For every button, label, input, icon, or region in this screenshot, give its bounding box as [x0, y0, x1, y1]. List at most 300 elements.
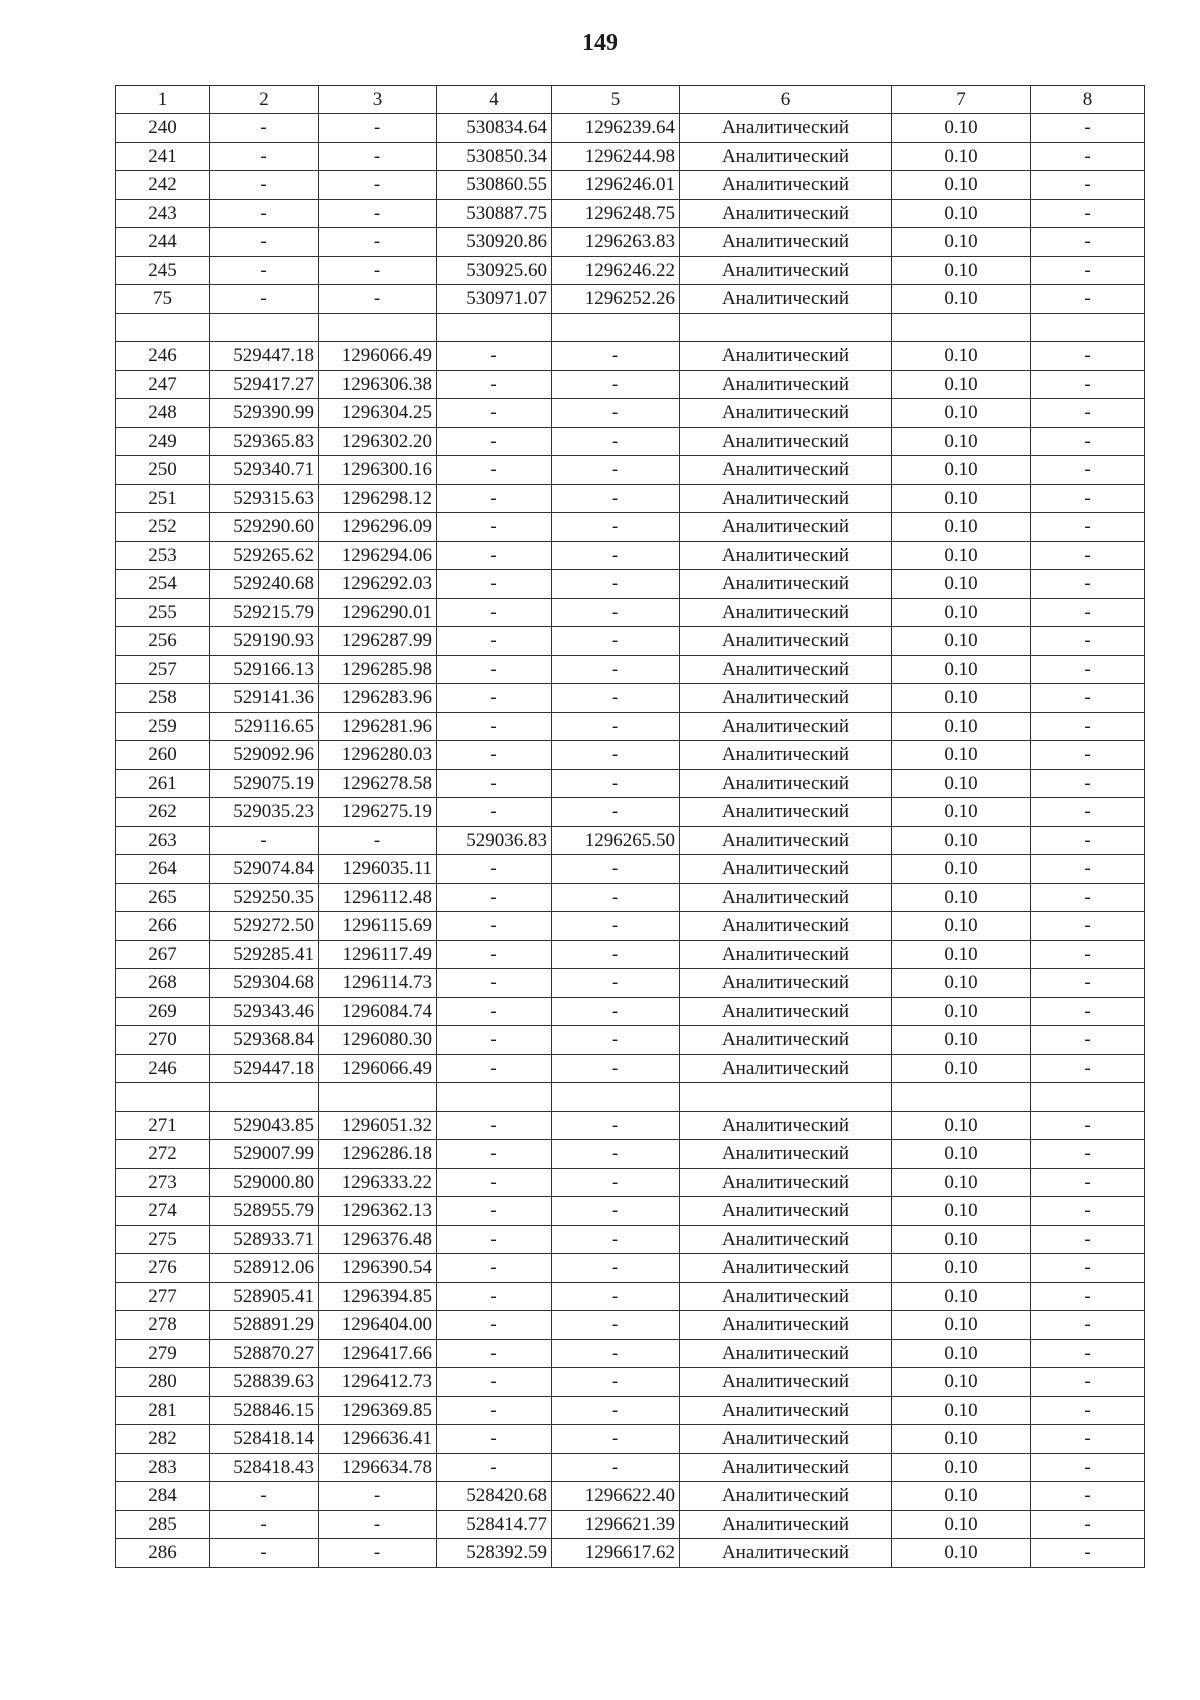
table-row	[116, 1368, 1145, 1397]
table-cell: 1296304.25	[319, 399, 437, 428]
header-cell: 8	[1031, 86, 1145, 114]
table-cell: 0.10	[892, 997, 1031, 1026]
table-cell: -	[552, 370, 680, 399]
table-cell: 1296622.40	[552, 1482, 680, 1511]
table-cell: Аналитический	[680, 1168, 892, 1197]
table-cell: 256	[116, 627, 210, 656]
table-cell: -	[552, 456, 680, 485]
table-cell: 0.10	[892, 627, 1031, 656]
table-cell: -	[319, 1539, 437, 1568]
table-cell: Аналитический	[680, 912, 892, 941]
table-cell: -	[210, 114, 319, 143]
table-cell	[680, 313, 892, 342]
table-cell: -	[1031, 285, 1145, 314]
table-cell	[210, 313, 319, 342]
table-cell: Аналитический	[680, 1539, 892, 1568]
table-cell: Аналитический	[680, 1311, 892, 1340]
table-cell: 252	[116, 513, 210, 542]
table-cell: Аналитический	[680, 1054, 892, 1083]
table-cell: -	[1031, 570, 1145, 599]
table-cell: -	[1031, 228, 1145, 257]
table-row-blank	[116, 313, 1145, 342]
table-cell: -	[1031, 940, 1145, 969]
table-cell: -	[210, 1510, 319, 1539]
table-cell: -	[1031, 1539, 1145, 1568]
table-cell: 528418.43	[210, 1453, 319, 1482]
table-cell: -	[552, 1282, 680, 1311]
table-cell: -	[552, 940, 680, 969]
table-cell: Аналитический	[680, 541, 892, 570]
table-cell: -	[552, 627, 680, 656]
table-cell: 1296080.30	[319, 1026, 437, 1055]
table-cell: Аналитический	[680, 826, 892, 855]
table-row	[116, 228, 1145, 257]
table-cell: -	[552, 912, 680, 941]
table-cell: Аналитический	[680, 1368, 892, 1397]
table-cell: -	[210, 826, 319, 855]
table-cell: -	[1031, 1054, 1145, 1083]
table-cell: 0.10	[892, 256, 1031, 285]
table-cell: -	[1031, 1111, 1145, 1140]
table-cell: -	[210, 256, 319, 285]
table-cell: Аналитический	[680, 940, 892, 969]
table-row	[116, 684, 1145, 713]
table-cell: Аналитический	[680, 228, 892, 257]
table-cell: -	[210, 228, 319, 257]
table-cell: 278	[116, 1311, 210, 1340]
table-cell: Аналитический	[680, 598, 892, 627]
table-cell: -	[552, 1368, 680, 1397]
table-cell: 245	[116, 256, 210, 285]
table-cell: -	[552, 1453, 680, 1482]
table-cell: 282	[116, 1425, 210, 1454]
header-cell: 2	[210, 86, 319, 114]
table-cell: Аналитический	[680, 399, 892, 428]
table-cell: -	[552, 570, 680, 599]
table-cell: 0.10	[892, 1396, 1031, 1425]
table-cell	[116, 1083, 210, 1112]
table-cell: -	[552, 598, 680, 627]
table-cell: -	[552, 969, 680, 998]
table-cell: 1296636.41	[319, 1425, 437, 1454]
table-cell: 285	[116, 1510, 210, 1539]
table-cell: -	[552, 484, 680, 513]
table-row	[116, 1111, 1145, 1140]
table-row	[116, 1054, 1145, 1083]
table-row	[116, 1282, 1145, 1311]
table-cell: -	[1031, 769, 1145, 798]
table-cell: -	[1031, 1453, 1145, 1482]
table-row	[116, 1168, 1145, 1197]
table-cell: 254	[116, 570, 210, 599]
table-cell: 529368.84	[210, 1026, 319, 1055]
table-cell: -	[437, 1396, 552, 1425]
table-cell: -	[552, 1168, 680, 1197]
table-cell: Аналитический	[680, 684, 892, 713]
table-cell: 0.10	[892, 114, 1031, 143]
table-row	[116, 655, 1145, 684]
table-cell: 1296278.58	[319, 769, 437, 798]
table-cell: 270	[116, 1026, 210, 1055]
table-cell: -	[319, 256, 437, 285]
table-cell: -	[552, 1026, 680, 1055]
table-cell: 75	[116, 285, 210, 314]
table-cell: 0.10	[892, 285, 1031, 314]
table-cell: -	[319, 142, 437, 171]
table-cell: 1296252.26	[552, 285, 680, 314]
header-row	[116, 86, 1145, 114]
table-cell: 0.10	[892, 228, 1031, 257]
table-cell: 1296285.98	[319, 655, 437, 684]
table-cell: -	[1031, 541, 1145, 570]
table-cell: -	[552, 427, 680, 456]
table-cell: 1296084.74	[319, 997, 437, 1026]
table-cell: -	[552, 741, 680, 770]
table-cell: 0.10	[892, 769, 1031, 798]
table-cell: -	[552, 684, 680, 713]
table-cell: 0.10	[892, 1168, 1031, 1197]
table-cell: -	[1031, 684, 1145, 713]
table-row	[116, 940, 1145, 969]
table-cell: 272	[116, 1140, 210, 1169]
table-cell: -	[1031, 1339, 1145, 1368]
header-cell: 1	[116, 86, 210, 114]
header-cell: 3	[319, 86, 437, 114]
header-cell: 4	[437, 86, 552, 114]
table-cell: -	[210, 1539, 319, 1568]
table-cell: 1296634.78	[319, 1453, 437, 1482]
table-cell: Аналитический	[680, 1482, 892, 1511]
table-cell: 262	[116, 798, 210, 827]
table-cell	[680, 1083, 892, 1112]
table-cell: 529141.36	[210, 684, 319, 713]
table-cell: -	[437, 484, 552, 513]
table-cell: -	[437, 655, 552, 684]
table-cell: 1296298.12	[319, 484, 437, 513]
table-cell: 529285.41	[210, 940, 319, 969]
table-cell: 284	[116, 1482, 210, 1511]
table-cell: 1296246.01	[552, 171, 680, 200]
table-cell: 0.10	[892, 1254, 1031, 1283]
table-cell: 1296292.03	[319, 570, 437, 599]
table-cell: -	[437, 1197, 552, 1226]
table-cell: -	[1031, 171, 1145, 200]
table-row	[116, 712, 1145, 741]
table-cell: 281	[116, 1396, 210, 1425]
table-cell: 248	[116, 399, 210, 428]
table-cell: 0.10	[892, 541, 1031, 570]
table-row	[116, 1225, 1145, 1254]
table-cell: -	[437, 798, 552, 827]
table-cell: 276	[116, 1254, 210, 1283]
table-cell: 0.10	[892, 1311, 1031, 1340]
table-cell: 529447.18	[210, 342, 319, 371]
table-cell: -	[552, 399, 680, 428]
table-cell: 242	[116, 171, 210, 200]
table-cell: 0.10	[892, 1026, 1031, 1055]
table-cell: -	[437, 1453, 552, 1482]
table-cell: 528891.29	[210, 1311, 319, 1340]
table-row	[116, 142, 1145, 171]
table-cell: -	[437, 1168, 552, 1197]
table-cell: 528392.59	[437, 1539, 552, 1568]
table-cell: Аналитический	[680, 142, 892, 171]
table-cell: 529116.65	[210, 712, 319, 741]
table-cell: Аналитический	[680, 171, 892, 200]
table-cell	[319, 313, 437, 342]
table-cell: 1296239.64	[552, 114, 680, 143]
table-cell: 1296300.16	[319, 456, 437, 485]
table-cell: 257	[116, 655, 210, 684]
table-cell: 528846.15	[210, 1396, 319, 1425]
table-cell: 0.10	[892, 456, 1031, 485]
table-cell: 1296066.49	[319, 1054, 437, 1083]
table-cell: Аналитический	[680, 1510, 892, 1539]
table-cell: 1296114.73	[319, 969, 437, 998]
table-cell: -	[552, 997, 680, 1026]
table-cell: 530850.34	[437, 142, 552, 171]
table-cell: -	[1031, 1282, 1145, 1311]
table-row	[116, 1510, 1145, 1539]
table-cell: 261	[116, 769, 210, 798]
table-cell: Аналитический	[680, 969, 892, 998]
table-cell	[116, 313, 210, 342]
table-cell: -	[1031, 627, 1145, 656]
table-cell: -	[437, 598, 552, 627]
table-cell: 528418.14	[210, 1425, 319, 1454]
table-cell: 0.10	[892, 741, 1031, 770]
table-row	[116, 570, 1145, 599]
table-cell: -	[552, 1339, 680, 1368]
table-cell: -	[552, 655, 680, 684]
table-cell: 1296287.99	[319, 627, 437, 656]
table-cell: Аналитический	[680, 1339, 892, 1368]
table-cell: 529007.99	[210, 1140, 319, 1169]
table-cell: 275	[116, 1225, 210, 1254]
table-cell: 271	[116, 1111, 210, 1140]
table-cell: Аналитический	[680, 1140, 892, 1169]
table-cell: Аналитический	[680, 1225, 892, 1254]
table-cell: 0.10	[892, 484, 1031, 513]
table-row	[116, 399, 1145, 428]
table-cell: Аналитический	[680, 883, 892, 912]
table-cell: 0.10	[892, 1425, 1031, 1454]
table-cell: 0.10	[892, 1453, 1031, 1482]
table-cell: 529250.35	[210, 883, 319, 912]
table-cell: 0.10	[892, 513, 1031, 542]
table-cell: 0.10	[892, 1111, 1031, 1140]
table-cell: 528905.41	[210, 1282, 319, 1311]
table-cell: 253	[116, 541, 210, 570]
table-cell: 528420.68	[437, 1482, 552, 1511]
header-cell: 7	[892, 86, 1031, 114]
table-cell: -	[552, 1111, 680, 1140]
table-cell: -	[437, 855, 552, 884]
table-row	[116, 256, 1145, 285]
table-cell: 0.10	[892, 570, 1031, 599]
table-cell: Аналитический	[680, 256, 892, 285]
table-cell: 1296051.32	[319, 1111, 437, 1140]
table-cell: 1296035.11	[319, 855, 437, 884]
table-cell: 0.10	[892, 1140, 1031, 1169]
table-cell: 266	[116, 912, 210, 941]
table-cell: 0.10	[892, 1482, 1031, 1511]
table-cell: -	[1031, 399, 1145, 428]
table-cell: 273	[116, 1168, 210, 1197]
table-cell: 1296112.48	[319, 883, 437, 912]
table-row	[116, 855, 1145, 884]
table-row-blank	[116, 1083, 1145, 1112]
table-cell: 529365.83	[210, 427, 319, 456]
table-cell: 0.10	[892, 370, 1031, 399]
table-cell: 1296244.98	[552, 142, 680, 171]
table-cell: 529290.60	[210, 513, 319, 542]
table-cell: 1296066.49	[319, 342, 437, 371]
table-cell: 1296248.75	[552, 199, 680, 228]
table-cell: -	[1031, 427, 1145, 456]
table-cell: 530971.07	[437, 285, 552, 314]
table-cell: -	[437, 1368, 552, 1397]
table-cell: -	[1031, 1254, 1145, 1283]
table-cell: 1296281.96	[319, 712, 437, 741]
table-cell: -	[552, 1396, 680, 1425]
table-cell: -	[1031, 1168, 1145, 1197]
table-cell: 249	[116, 427, 210, 456]
table-cell: -	[437, 769, 552, 798]
table-cell: -	[437, 627, 552, 656]
table-cell: -	[437, 570, 552, 599]
table-row	[116, 1539, 1145, 1568]
table-cell: Аналитический	[680, 114, 892, 143]
table-cell: Аналитический	[680, 570, 892, 599]
table-cell: -	[437, 541, 552, 570]
table-cell: 529390.99	[210, 399, 319, 428]
table-row	[116, 997, 1145, 1026]
table-cell: -	[1031, 513, 1145, 542]
table-cell: 1296265.50	[552, 826, 680, 855]
table-cell: 530834.64	[437, 114, 552, 143]
table-cell: 1296412.73	[319, 1368, 437, 1397]
table-cell: 286	[116, 1539, 210, 1568]
table-cell: -	[437, 969, 552, 998]
table-cell: 267	[116, 940, 210, 969]
table-cell: 1296246.22	[552, 256, 680, 285]
table-cell: 0.10	[892, 940, 1031, 969]
header-cell: 5	[552, 86, 680, 114]
table-cell: -	[1031, 1140, 1145, 1169]
table-row	[116, 1339, 1145, 1368]
table-cell: -	[319, 1510, 437, 1539]
table-cell	[437, 1083, 552, 1112]
table-cell: -	[319, 1482, 437, 1511]
table-cell: Аналитический	[680, 712, 892, 741]
table-cell: 0.10	[892, 171, 1031, 200]
table-cell: 255	[116, 598, 210, 627]
table-cell: Аналитический	[680, 798, 892, 827]
table-cell: 263	[116, 826, 210, 855]
table-cell: 0.10	[892, 1539, 1031, 1568]
table-cell: 1296333.22	[319, 1168, 437, 1197]
table-cell: -	[552, 1197, 680, 1226]
table-cell: 528933.71	[210, 1225, 319, 1254]
table-cell: 0.10	[892, 684, 1031, 713]
table-cell: Аналитический	[680, 1197, 892, 1226]
table-cell: -	[1031, 712, 1145, 741]
table-row	[116, 1453, 1145, 1482]
table-cell: -	[1031, 826, 1145, 855]
table-cell: 0.10	[892, 1225, 1031, 1254]
table-cell: 1296286.18	[319, 1140, 437, 1169]
table-cell: 268	[116, 969, 210, 998]
table-cell: 1296275.19	[319, 798, 437, 827]
table-cell: -	[1031, 1197, 1145, 1226]
table-cell: 0.10	[892, 655, 1031, 684]
table-cell: -	[1031, 199, 1145, 228]
table-cell: Аналитический	[680, 484, 892, 513]
table-cell: 243	[116, 199, 210, 228]
table-cell: 529190.93	[210, 627, 319, 656]
table-cell: -	[1031, 1368, 1145, 1397]
table-row	[116, 1482, 1145, 1511]
table-cell: 0.10	[892, 342, 1031, 371]
table-cell: -	[437, 997, 552, 1026]
table-cell: -	[1031, 1026, 1145, 1055]
table-cell: -	[210, 1482, 319, 1511]
table-row	[116, 456, 1145, 485]
table-cell: 529304.68	[210, 969, 319, 998]
table-cell: -	[1031, 598, 1145, 627]
table-cell: 1296404.00	[319, 1311, 437, 1340]
table-cell: Аналитический	[680, 1453, 892, 1482]
table-cell: Аналитический	[680, 741, 892, 770]
table-cell: 246	[116, 1054, 210, 1083]
table-cell: 529447.18	[210, 1054, 319, 1083]
table-cell: Аналитический	[680, 997, 892, 1026]
table-cell: -	[437, 1425, 552, 1454]
table-cell: 529075.19	[210, 769, 319, 798]
table-cell: -	[437, 1140, 552, 1169]
table-cell: Аналитический	[680, 199, 892, 228]
table-cell: 283	[116, 1453, 210, 1482]
table-cell: 1296296.09	[319, 513, 437, 542]
table-cell: -	[552, 855, 680, 884]
table-cell: -	[552, 513, 680, 542]
table-cell: Аналитический	[680, 370, 892, 399]
table-row	[116, 199, 1145, 228]
table-cell: -	[319, 171, 437, 200]
table-cell: 1296621.39	[552, 1510, 680, 1539]
table-cell: -	[437, 940, 552, 969]
table-cell: 1296302.20	[319, 427, 437, 456]
table-cell: 1296117.49	[319, 940, 437, 969]
table-cell: 0.10	[892, 142, 1031, 171]
table-cell: -	[437, 399, 552, 428]
table-cell: 0.10	[892, 883, 1031, 912]
table-cell: 0.10	[892, 969, 1031, 998]
table-cell: 529000.80	[210, 1168, 319, 1197]
table-cell: -	[1031, 997, 1145, 1026]
table-cell: Аналитический	[680, 456, 892, 485]
table-cell: 530887.75	[437, 199, 552, 228]
table-cell: Аналитический	[680, 513, 892, 542]
table-cell: -	[1031, 883, 1145, 912]
table-cell: 240	[116, 114, 210, 143]
table-cell: 1296283.96	[319, 684, 437, 713]
table-cell: -	[437, 456, 552, 485]
table-cell: 528839.63	[210, 1368, 319, 1397]
table-cell: -	[552, 769, 680, 798]
table-row	[116, 1254, 1145, 1283]
